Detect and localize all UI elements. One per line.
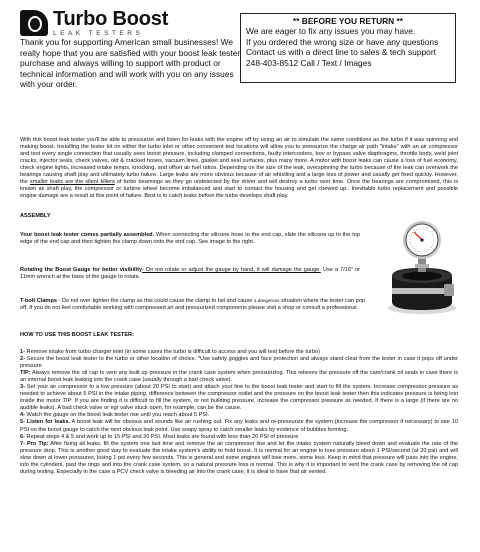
howto-step: [20, 349, 458, 356]
step-text: Secure the boost leak tester to the turbo or other location of choice. *Use safety goggles and face protection and always stand clear from the tester in case it pops off under pressure: [20, 356, 458, 370]
step-number: 7- Pro Tip:: [20, 440, 49, 447]
notice-phone: 248-403-8512 Call / Text / Images: [246, 57, 372, 68]
step-number: 6-: [20, 433, 25, 440]
howto-steps: [20, 349, 458, 476]
howto-step: [20, 384, 458, 412]
step-text: Set your air compressor to a low pressure (about 20 PSI to start) and attach your line to the boost leak tester and start to fill the system. Increase compressor pressure as needed to achieve about 5 PSI in the intake piping. difference between the compressor outlet and the pressure on the boost leak tester then this indicates pressure is being lost inside the motor TIP: If you are finding it is difficult to fill the system, or not building pressure, increase the compressor pressure as needed. If there is a large (if there are no audible leaks). A bad check valve or egr valve stuck open, for example, can be the cause.: [20, 384, 458, 412]
turbo-logo-icon: [20, 10, 48, 36]
step-number: 4-: [20, 412, 25, 419]
step-number: TIP:: [20, 370, 31, 377]
overview-text-cont: of turbo beamings as they go undetected by the driver and will destroy a turbo over time. Once the bearings are compromised, this is known as shaft play, the compressor or turbine wheel become imbalanced and start to contact the housing and get chewed up.. Inevitable turbo replacement and possible engine damage are a result at this point of failure. Best is to catch leaks before the turbo develops shaft play.: [20, 179, 459, 200]
assembly-p3-text2: situation where the tester can pop off. If you do not feel comfortable working with compressed air and pressurized components please visit a shop or consult a professional.: [20, 298, 365, 312]
assembly-p2-text: Use a 7/16" or 11mm wrench at the base of the gauge to rotate.: [20, 267, 360, 281]
howto-step: [20, 370, 458, 384]
assembly-p3-text: - Do not over tighten the clamp as this could cause the clamp to fail and cause: [57, 298, 253, 304]
assembly-heading: ASSEMBLY: [20, 213, 51, 219]
howto-step: [20, 412, 458, 419]
step-text: Repeat steps 4 & 5 and work up to 15 PSI and 20 PSI. Most leaks are found with less than 20 PSI of pressure: [24, 433, 299, 440]
assembly-p3-small: a dangerous: [253, 298, 280, 303]
howto-step: [20, 419, 458, 433]
assembly-p1-text: When connecting the silicone hose to the end cap, slide the silicone up to the top edge of the end cap and then tighten the clamp down onto the end cap. See image to the right.: [20, 232, 360, 246]
howto-step: [20, 441, 458, 476]
overview-underlined: smaller leaks are the silent killers: [29, 179, 115, 186]
notice-line: We are eager to fix any issues you may have.: [246, 26, 416, 37]
brand-logo: [20, 8, 220, 38]
notice-title: ** BEFORE YOU RETURN **: [292, 16, 404, 26]
assembly-p1-lead: Your boost leak tester comes partially assembled.: [20, 232, 155, 238]
assembly-para-2: [20, 267, 360, 281]
brand-tagline: LEAK TESTERS: [53, 30, 144, 37]
step-text: A boost leak will be obvious and sounds like air rushing out. Fix any leaks and re-pressurize the system (increase the compressor if necessary) to see 10 PSI on the boost gauge to catch the next obvious leak point. Use soapy spray to catch smaller leaks by evidence of bubbles forming.: [20, 419, 458, 433]
step-number: 5- Listen for leaks.: [20, 419, 71, 426]
boost-leak-tester-image: [378, 218, 464, 318]
step-text: Remove intake from turbo charger inlet (in some cases the turbo is difficult to access and you will test before the turbo): [24, 349, 320, 355]
howto-step: [20, 434, 458, 441]
assembly-para-3: [20, 297, 365, 312]
brand-name: Turbo Boost: [53, 8, 169, 30]
step-number: 3-: [20, 384, 25, 391]
before-you-return-box: [240, 13, 456, 83]
step-number: 2-: [20, 356, 25, 363]
step-text: Always remove the oil cap to vent any built up pressure in the crank case system when pressurizing. This relieves the pressure off the cam/crank oil seals in case there is an internal boost leak leaking into the crank case (usually through a bad check valve).: [20, 370, 458, 384]
step-number: 1-: [20, 349, 25, 355]
step-text: After fixing all leaks, fill the system one last time and remove the air compressor line and let the intake system naturally bleed down and evaluate the rate of the pressure drop. This is another good way to evaluate the intake system's ability to hold boost. It is normal for an engine to lose pressure about 1 PSI/second (at 20 psi) and will slow down at lower pressures, losing 1 psi every few seconds. This is general and some engines will lose more, some less. Keep in mind that pressure will pass into the engine, into the cylinders, past the rings and into the crank case system, so a natural pressure loss is normal. This is why it is important to vent the crank case by removing the oil cap during testing. Especially in the case a PCV check valve is bleeding air into the crank case, it is ideal to have that air vented.: [20, 440, 458, 475]
thank-you-intro: Thank you for supporting American small businesses! We really hope that you are satisfied with your boost leak tester purchase and always willing to support with product or technical information and will work with you on any issues with your order.: [20, 37, 241, 90]
step-text: Watch the gauge on the boost leak tester rise until you reach about 5 PSI.: [24, 412, 210, 419]
overview-paragraph: [20, 137, 458, 200]
assembly-p3-lead: T-bolt Clamps: [20, 298, 57, 304]
howto-step: [20, 356, 458, 370]
howto-heading: HOW TO USE THIS BOOST LEAK TESTER:: [20, 332, 134, 338]
overview-text: With this boost leak tester you'll be able to pressurize and listen for leaks with the engine off by using an air to simulate the same conditions as the turbo if it was spinning and making boost. Installing the tester kit on either the turbo inlet or other convenient test locations will allow you to pressurize the charge air path "intake" with an air compressor and test every single connection that usually sees boost pressure, including clamped connections, faulty intercoolers, bov or bypass valve diaphragms, throttle body, weld joint cracks, injector seals, check valves, old & cracked hoses, vacuum lines, gasket and seal surfaces, plus many more. A motor with boost leaks can cause a loss of fuel economy, check engine lights, increased intake temps, knocking, and offset air fuel ratios. Depending on the size of the leak, overspinning the turbo because of the leak can overwork the bearings causing shaft play and ultimately turbo failure. Large leaks are more obvious because of air whistling and a large loss of power and usually get fixed quickly. However, the: [20, 137, 458, 186]
assembly-p2-lead: Rotating the Boost Gauge for better visibility: [20, 267, 143, 273]
assembly-para-1: [20, 232, 360, 246]
assembly-p2-warning: - Do not rotate or adjust the gauge by hand, it will damage the gauge.: [142, 267, 321, 273]
notice-line: If you ordered the wrong size or have any questions Contact us with a direct line to sales & tech support: [246, 36, 439, 58]
